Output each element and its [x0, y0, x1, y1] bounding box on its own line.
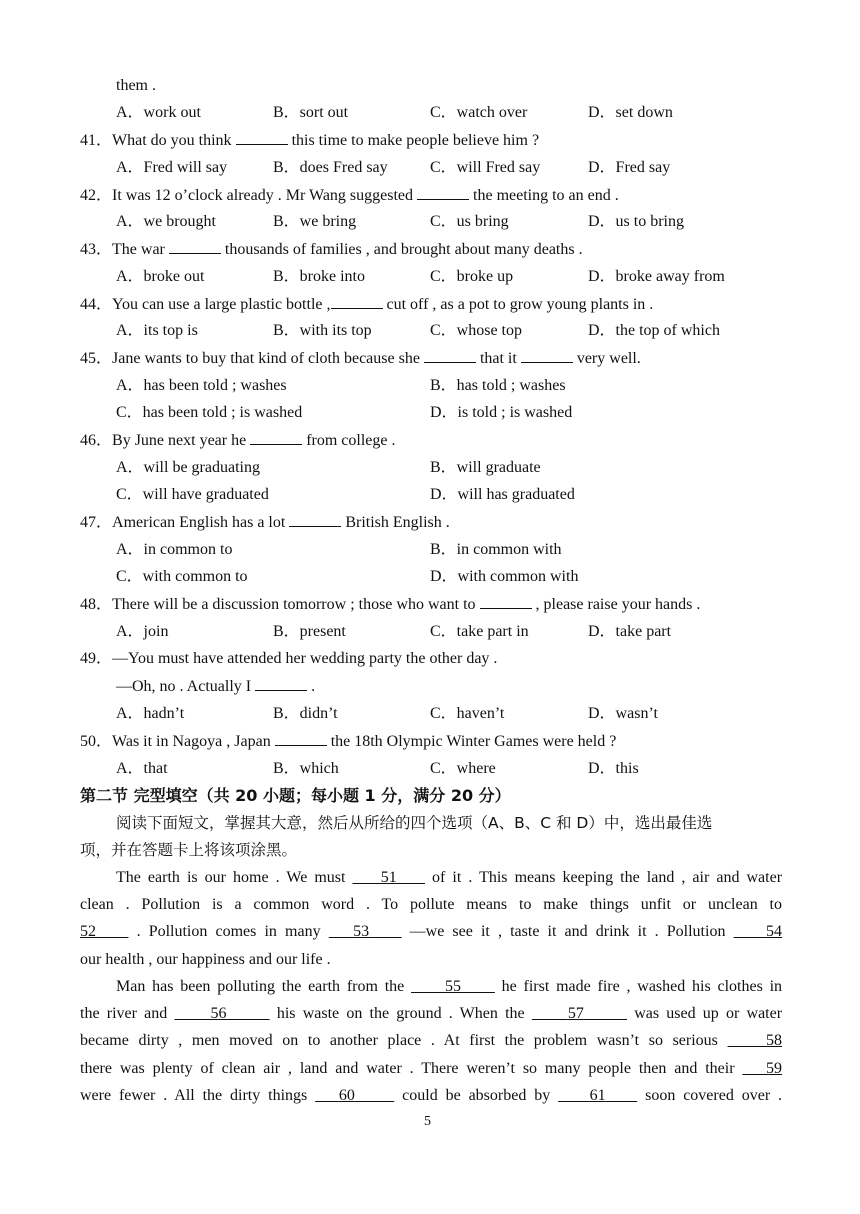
option-b[interactable]: B．with its top — [273, 322, 372, 339]
passage-text: his waste on the ground . When the — [269, 1005, 532, 1022]
question-text: British English . — [341, 514, 450, 531]
question-text: By June next year he — [112, 432, 251, 449]
question-49-reply — [116, 676, 315, 697]
answer-blank — [255, 676, 307, 691]
question-text: It was 12 o’clock already . Mr Wang suggested — [112, 187, 418, 204]
passage-text: of it . This means keeping the land , air and water — [424, 869, 783, 886]
option-d[interactable]: D．will has graduated — [430, 486, 575, 503]
option-d[interactable]: D．is told ; is washed — [430, 404, 573, 421]
option-a[interactable]: A．that — [116, 760, 168, 777]
answer-blank — [331, 294, 383, 309]
option-c[interactable]: C．watch over — [430, 104, 528, 121]
option-b[interactable]: B．we bring — [273, 213, 357, 230]
cloze-blank-56: 56 — [210, 1005, 227, 1022]
answer-blank — [417, 185, 469, 200]
passage-line — [116, 868, 782, 888]
passage-line — [80, 1086, 782, 1106]
option-c[interactable]: C．take part in — [430, 623, 529, 640]
cloze-blank-58: 58 — [766, 1032, 783, 1049]
question-text: The war — [112, 241, 169, 258]
option-b[interactable]: B．which — [273, 760, 339, 777]
question-number: 43． — [80, 241, 113, 258]
passage-text: Man has been polluting the earth from the — [116, 978, 412, 995]
option-a[interactable]: A．broke out — [116, 268, 205, 285]
question-text: —Oh, no . Actually I — [116, 678, 256, 695]
question-text: the meeting to an end . — [469, 187, 619, 204]
cloze-blank-53: 53 — [353, 923, 370, 940]
passage-text: were fewer . All the dirty things — [80, 1087, 316, 1104]
option-c[interactable]: C．us bring — [430, 213, 509, 230]
passage-text: —we see it , taste it and drink it . Pollution — [401, 923, 734, 940]
option-d[interactable]: D．the top of which — [588, 322, 720, 339]
passage-text: he first made fire , washed his clothes in — [494, 978, 783, 995]
question-text: cut off , as a pot to grow young plants in . — [382, 296, 654, 313]
option-b[interactable]: B．has told ; washes — [430, 377, 566, 394]
option-a[interactable]: A．has been told ; washes — [116, 377, 287, 394]
option-c[interactable]: C．where — [430, 760, 496, 777]
question-text: the 18th Olympic Winter Games were held ? — [326, 733, 617, 750]
option-c[interactable]: C．whose top — [430, 322, 523, 339]
question-number: 46． — [80, 432, 113, 449]
option-a[interactable]: A．work out — [116, 104, 201, 121]
question-44 — [80, 294, 653, 315]
option-c[interactable]: C．broke up — [430, 268, 514, 285]
answer-blank — [275, 731, 327, 746]
question-text: American English has a lot — [112, 514, 290, 531]
passage-line — [80, 1031, 782, 1051]
option-d[interactable]: D．Fred say — [588, 159, 671, 176]
passage-text: became dirty , men moved on to another place . At first the problem wasn’t so serious — [80, 1032, 728, 1049]
passage-text: soon covered over . — [637, 1087, 783, 1104]
question-40-continuation: them . — [116, 77, 156, 94]
question-text: There will be a discussion tomorrow ; those who want to — [112, 596, 480, 613]
passage-line: clean . Pollution is a common word . To pollute means to make things unfit or unclean to — [80, 896, 782, 913]
cloze-blank-57: 57 — [567, 1005, 584, 1022]
question-text: . — [307, 678, 316, 695]
option-b[interactable]: B．didn’t — [273, 705, 338, 722]
option-b[interactable]: B．does Fred say — [273, 159, 388, 176]
question-text: —You must have attended her wedding party the other day . — [112, 650, 498, 667]
option-a[interactable]: A．Fred will say — [116, 159, 228, 176]
passage-text: the river and — [80, 1005, 175, 1022]
question-text: Was it in Nagoya , Japan — [112, 733, 275, 750]
answer-blank — [480, 594, 532, 609]
page-number: 5 — [424, 1114, 431, 1129]
question-45 — [80, 348, 641, 369]
passage-text: The earth is our home . We must — [116, 869, 353, 886]
question-42 — [80, 185, 619, 206]
option-d[interactable]: D．with common with — [430, 568, 579, 585]
passage-text: . Pollution comes in many — [128, 923, 329, 940]
option-d[interactable]: D．wasn’t — [588, 705, 658, 722]
section-instruction: 阅读下面短文，掌握其大意，然后从所给的四个选项（A、B、C 和 D）中，选出最佳选 — [116, 814, 713, 832]
passage-line: our health , our happiness and our life . — [80, 951, 331, 968]
question-text: What do you think — [112, 132, 236, 149]
option-b[interactable]: B．broke into — [273, 268, 365, 285]
question-number: 48． — [80, 596, 113, 613]
answer-blank — [169, 239, 221, 254]
question-46 — [80, 430, 396, 451]
option-b[interactable]: B．present — [273, 623, 346, 640]
answer-blank — [521, 348, 573, 363]
question-41 — [80, 130, 539, 151]
cloze-blank-54: 54 — [766, 923, 783, 940]
passage-line — [80, 1059, 782, 1079]
option-c[interactable]: C．with common to — [116, 568, 248, 585]
option-c[interactable]: C．has been told ; is washed — [116, 404, 303, 421]
question-number: 41． — [80, 132, 113, 149]
question-text: You can use a large plastic bottle , — [112, 296, 331, 313]
question-text: Jane wants to buy that kind of cloth because she — [112, 350, 424, 367]
option-d[interactable]: D．us to bring — [588, 213, 685, 230]
option-a[interactable]: A．will be graduating — [116, 459, 260, 476]
option-a[interactable]: A．its top is — [116, 322, 198, 339]
question-50 — [80, 731, 616, 752]
passage-line — [80, 1004, 782, 1024]
question-text: , please raise your hands . — [531, 596, 701, 613]
cloze-blank-51: 51 — [380, 869, 397, 886]
option-d[interactable]: D．this — [588, 760, 639, 777]
option-a[interactable]: A．join — [116, 623, 169, 640]
question-text: thousands of families , and brought about many deaths . — [220, 241, 583, 258]
option-d[interactable]: D．take part — [588, 623, 672, 640]
cloze-blank-52: 52 — [80, 923, 96, 940]
cloze-blank-59: 59 — [766, 1060, 783, 1077]
option-d[interactable]: D．broke away from — [588, 268, 725, 285]
question-43 — [80, 239, 583, 260]
option-d[interactable]: D．set down — [588, 104, 673, 121]
option-b[interactable]: B．will graduate — [430, 459, 541, 476]
cloze-blank-60: 60 — [338, 1087, 355, 1104]
question-text: that it — [475, 350, 521, 367]
option-c[interactable]: C．will have graduated — [116, 486, 269, 503]
question-number: 45． — [80, 350, 113, 367]
passage-text: there was plenty of clean air , land and water . There weren’t so many people then and their — [80, 1060, 743, 1077]
question-number: 47． — [80, 514, 113, 531]
question-number: 44． — [80, 296, 113, 313]
section-title: 第二节 完型填空（共 20 小题；每小题 1 分，满分 20 分） — [80, 786, 511, 805]
question-text: this time to make people believe him ? — [287, 132, 540, 149]
cloze-blank-55: 55 — [444, 978, 461, 995]
option-a[interactable]: A．in common to — [116, 541, 233, 558]
answer-blank — [250, 430, 302, 445]
answer-blank — [424, 348, 476, 363]
passage-line — [80, 922, 782, 942]
question-number: 50． — [80, 733, 113, 750]
question-47 — [80, 512, 450, 533]
question-48 — [80, 594, 700, 615]
question-text: from college . — [302, 432, 396, 449]
section-instruction: 项，并在答题卡上将该项涂黑。 — [80, 841, 298, 859]
option-a[interactable]: A．we brought — [116, 213, 216, 230]
answer-blank — [289, 512, 341, 527]
question-text: very well. — [572, 350, 641, 367]
option-a[interactable]: A．hadn’t — [116, 705, 185, 722]
cloze-blank-61: 61 — [589, 1087, 606, 1104]
question-number: 42． — [80, 187, 113, 204]
question-49 — [80, 649, 497, 669]
answer-blank — [236, 130, 288, 145]
passage-line — [116, 977, 782, 997]
passage-text: was used up or water — [627, 1005, 783, 1022]
option-c[interactable]: C．will Fred say — [430, 159, 541, 176]
question-number: 49． — [80, 650, 113, 667]
passage-text: could be absorbed by — [394, 1087, 559, 1104]
option-b[interactable]: B．sort out — [273, 104, 349, 121]
option-c[interactable]: C．haven’t — [430, 705, 505, 722]
option-b[interactable]: B．in common with — [430, 541, 562, 558]
